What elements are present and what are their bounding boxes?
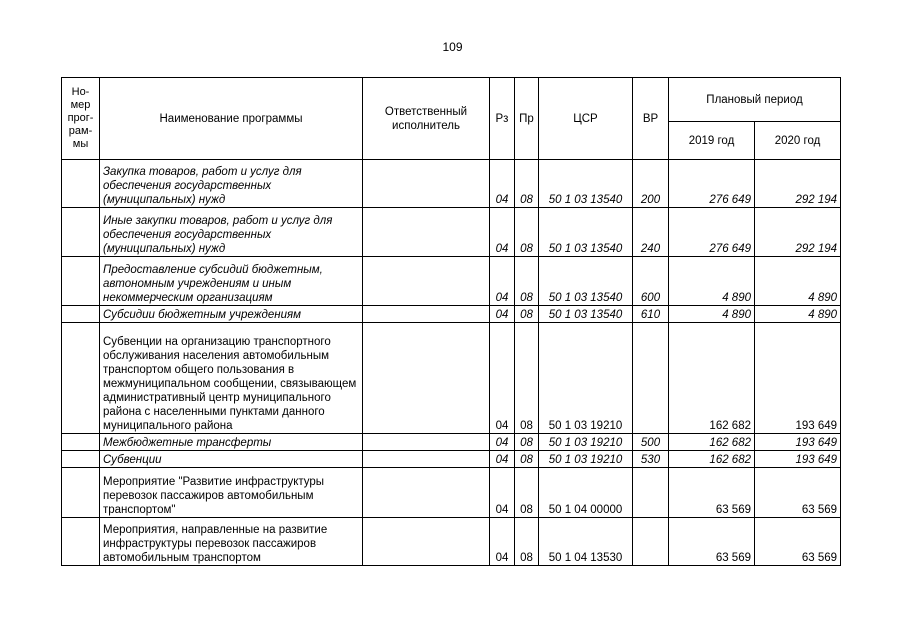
cell-program-number <box>62 306 100 323</box>
cell-responsible <box>363 518 490 566</box>
page-number: 109 <box>442 40 463 54</box>
cell-rz: 04 <box>490 434 515 451</box>
cell-csr: 50 1 04 13530 <box>539 518 633 566</box>
cell-responsible <box>363 257 490 306</box>
header-program-name: Наименование программы <box>100 78 363 160</box>
cell-name: Субсидии бюджетным учреждениям <box>100 306 363 323</box>
cell-2019: 162 682 <box>669 451 755 468</box>
cell-2019: 63 569 <box>669 518 755 566</box>
cell-2020: 193 649 <box>755 434 841 451</box>
cell-rz: 04 <box>490 160 515 208</box>
cell-2019: 162 682 <box>669 323 755 434</box>
cell-name: Предоставление субсидий бюджетным, автономным учреждениям и иным некоммерческим организациям <box>100 257 363 306</box>
header-responsible: Ответственный исполнитель <box>363 78 490 160</box>
header-pr: Пр <box>515 78 539 160</box>
table-row <box>62 160 841 208</box>
cell-csr: 50 1 03 13540 <box>539 160 633 208</box>
cell-2020: 193 649 <box>755 323 841 434</box>
cell-pr: 08 <box>515 434 539 451</box>
header-csr: ЦСР <box>539 78 633 160</box>
cell-csr: 50 1 03 13540 <box>539 257 633 306</box>
cell-pr: 08 <box>515 208 539 257</box>
cell-name: Иные закупки товаров, работ и услуг для обеспечения государственных (муниципальных) нужд <box>100 208 363 257</box>
cell-name: Мероприятие "Развитие инфраструктуры перевозок пассажиров автомобильным транспортом" <box>100 468 363 518</box>
cell-2020: 63 569 <box>755 468 841 518</box>
cell-responsible <box>363 434 490 451</box>
cell-program-number <box>62 451 100 468</box>
cell-rz: 04 <box>490 451 515 468</box>
cell-2019: 4 890 <box>669 306 755 323</box>
header-year-2020: 2020 год <box>755 122 841 160</box>
cell-csr: 50 1 04 00000 <box>539 468 633 518</box>
cell-csr: 50 1 03 13540 <box>539 208 633 257</box>
cell-pr: 08 <box>515 468 539 518</box>
cell-pr: 08 <box>515 257 539 306</box>
cell-responsible <box>363 306 490 323</box>
table-row <box>62 434 841 451</box>
cell-csr: 50 1 03 19210 <box>539 434 633 451</box>
table-row <box>62 306 841 323</box>
cell-2020: 63 569 <box>755 518 841 566</box>
cell-program-number <box>62 257 100 306</box>
cell-csr: 50 1 03 19210 <box>539 323 633 434</box>
cell-program-number <box>62 468 100 518</box>
cell-vr: 240 <box>633 208 669 257</box>
cell-2019: 276 649 <box>669 160 755 208</box>
cell-vr: 200 <box>633 160 669 208</box>
cell-name: Субвенции <box>100 451 363 468</box>
cell-rz: 04 <box>490 306 515 323</box>
cell-name: Мероприятия, направленные на развитие инфраструктуры перевозок пассажиров автомобильным транспортом <box>100 518 363 566</box>
cell-vr <box>633 323 669 434</box>
cell-2019: 162 682 <box>669 434 755 451</box>
cell-2020: 193 649 <box>755 451 841 468</box>
cell-program-number <box>62 160 100 208</box>
cell-2019: 63 569 <box>669 468 755 518</box>
header-year-2019: 2019 год <box>669 122 755 160</box>
table-row <box>62 518 841 566</box>
cell-pr: 08 <box>515 160 539 208</box>
cell-vr: 610 <box>633 306 669 323</box>
cell-program-number <box>62 434 100 451</box>
cell-vr: 530 <box>633 451 669 468</box>
cell-csr: 50 1 03 19210 <box>539 451 633 468</box>
cell-2020: 4 890 <box>755 257 841 306</box>
table-row <box>62 468 841 518</box>
table-row <box>62 257 841 306</box>
cell-2019: 4 890 <box>669 257 755 306</box>
table-row <box>62 451 841 468</box>
cell-name: Субвенции на организацию транспортного обслуживания населения автомобильным транспортом общего пользования в межмуниципальном сообщении, связывающем административный центр муниципального района с населенными пунктами данного муниципального района <box>100 323 363 434</box>
cell-pr: 08 <box>515 323 539 434</box>
cell-responsible <box>363 468 490 518</box>
cell-pr: 08 <box>515 306 539 323</box>
cell-vr <box>633 518 669 566</box>
cell-responsible <box>363 160 490 208</box>
cell-2019: 276 649 <box>669 208 755 257</box>
cell-pr: 08 <box>515 451 539 468</box>
cell-rz: 04 <box>490 257 515 306</box>
cell-name: Закупка товаров, работ и услуг для обеспечения государственных (муниципальных) нужд <box>100 160 363 208</box>
table-row <box>62 323 841 434</box>
cell-rz: 04 <box>490 468 515 518</box>
cell-pr: 08 <box>515 518 539 566</box>
cell-2020: 4 890 <box>755 306 841 323</box>
cell-rz: 04 <box>490 518 515 566</box>
cell-rz: 04 <box>490 208 515 257</box>
table-row <box>62 208 841 257</box>
header-rz: Рз <box>490 78 515 160</box>
cell-2020: 292 194 <box>755 208 841 257</box>
cell-2020: 292 194 <box>755 160 841 208</box>
cell-program-number <box>62 208 100 257</box>
cell-vr: 600 <box>633 257 669 306</box>
header-row-1 <box>62 78 841 122</box>
cell-rz: 04 <box>490 323 515 434</box>
cell-vr <box>633 468 669 518</box>
cell-responsible <box>363 451 490 468</box>
header-program-number: Но-мер прог-рам-мы <box>62 78 100 160</box>
header-vr: ВР <box>633 78 669 160</box>
cell-program-number <box>62 323 100 434</box>
cell-responsible <box>363 323 490 434</box>
cell-name: Межбюджетные трансферты <box>100 434 363 451</box>
budget-table <box>61 77 841 566</box>
header-plan-period: Плановый период <box>669 78 841 122</box>
cell-vr: 500 <box>633 434 669 451</box>
cell-csr: 50 1 03 13540 <box>539 306 633 323</box>
cell-responsible <box>363 208 490 257</box>
cell-program-number <box>62 518 100 566</box>
